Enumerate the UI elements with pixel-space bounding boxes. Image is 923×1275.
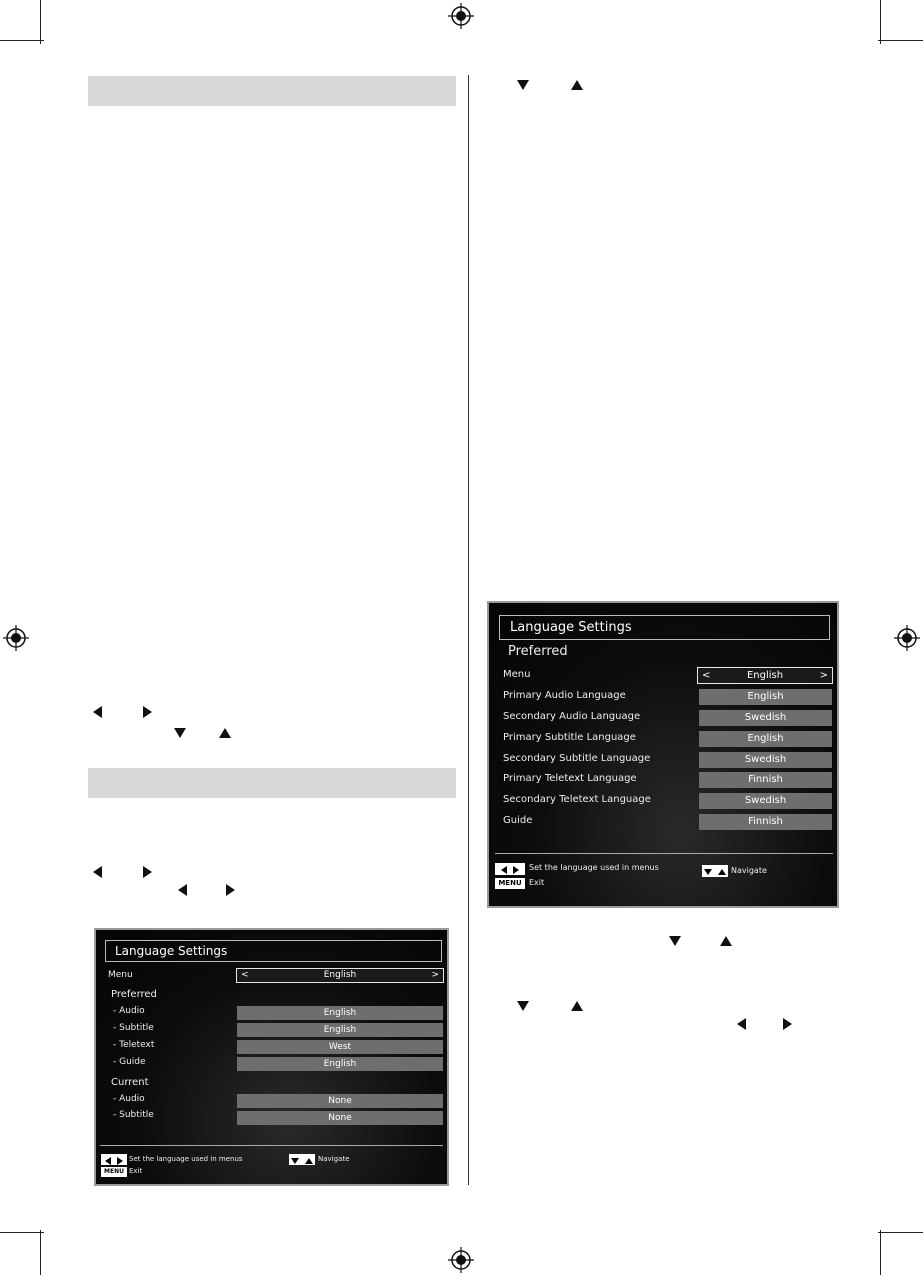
registration-mark-icon	[448, 1247, 474, 1273]
registration-mark-icon	[448, 3, 474, 29]
left-arrow-icon	[178, 884, 187, 896]
screen-title: Language Settings	[499, 615, 830, 640]
up-arrow-icon	[571, 1001, 583, 1011]
screen-title: Language Settings	[105, 940, 442, 962]
tv-screen-language-settings-detailed	[487, 601, 839, 908]
row-value[interactable]: Swedish	[699, 752, 832, 768]
row-label: Primary Subtitle Language	[503, 732, 636, 743]
chevron-right-icon[interactable]: >	[431, 970, 439, 980]
crop-mark	[878, 40, 923, 41]
up-arrow-icon	[219, 728, 231, 738]
row-value[interactable]: None	[237, 1094, 443, 1108]
footer-hint: Set the language used in menus	[129, 1155, 243, 1163]
row-value[interactable]: English	[699, 689, 832, 705]
row-label: - Subtitle	[113, 1110, 154, 1120]
row-value[interactable]: Swedish	[699, 710, 832, 726]
chevron-left-icon[interactable]: <	[702, 670, 711, 681]
left-right-key-icon	[495, 863, 525, 875]
crop-mark	[40, 0, 41, 44]
row-label: Secondary Subtitle Language	[503, 753, 651, 764]
footer-hint: Set the language used in menus	[529, 863, 659, 872]
left-arrow-icon	[737, 1018, 746, 1030]
row-label: - Subtitle	[113, 1023, 154, 1033]
footer-exit: Exit	[129, 1167, 143, 1175]
row-label: Secondary Audio Language	[503, 711, 641, 722]
row-value[interactable]: English	[699, 731, 832, 747]
footer-navigate: Navigate	[318, 1155, 350, 1163]
menu-key-icon: MENU	[495, 878, 525, 889]
row-label: - Audio	[113, 1094, 145, 1104]
registration-mark-icon	[894, 625, 920, 651]
row-label: - Teletext	[113, 1040, 155, 1050]
footer-divider	[100, 1145, 443, 1146]
chevron-right-icon[interactable]: >	[819, 670, 828, 681]
row-label: Menu	[503, 669, 531, 680]
group-label: Preferred	[111, 989, 157, 1000]
row-label: Primary Teletext Language	[503, 773, 637, 784]
right-arrow-icon	[143, 706, 152, 718]
down-arrow-icon	[517, 80, 529, 90]
section-header-bar	[88, 76, 456, 106]
left-arrow-icon	[93, 866, 102, 878]
crop-mark	[40, 1230, 41, 1275]
row-value[interactable]: English	[237, 1006, 443, 1020]
menu-key-icon: MENU	[101, 1167, 127, 1177]
row-value[interactable]: Finnish	[699, 772, 832, 788]
left-arrow-icon	[93, 706, 102, 718]
up-arrow-icon	[720, 936, 732, 946]
crop-mark	[0, 40, 44, 41]
row-value[interactable]: Swedish	[699, 793, 832, 809]
registration-mark-icon	[3, 625, 29, 651]
up-down-key-icon	[289, 1154, 315, 1165]
left-right-key-icon	[101, 1154, 127, 1165]
column-divider	[468, 75, 469, 1185]
crop-mark	[880, 0, 881, 44]
row-label: Guide	[503, 815, 533, 826]
menu-language-selector[interactable]: < English >	[697, 667, 833, 684]
right-arrow-icon	[143, 866, 152, 878]
footer-exit: Exit	[529, 878, 545, 887]
tv-screen-language-settings	[94, 928, 449, 1186]
row-value[interactable]: West	[237, 1040, 443, 1054]
section-header-bar	[88, 768, 456, 798]
footer-navigate: Navigate	[731, 866, 767, 875]
row-label: - Guide	[113, 1057, 146, 1067]
row-value[interactable]: English	[237, 1023, 443, 1037]
row-label: - Audio	[113, 1006, 145, 1016]
right-arrow-icon	[226, 884, 235, 896]
chevron-left-icon[interactable]: <	[241, 970, 249, 980]
down-arrow-icon	[517, 1001, 529, 1011]
row-value[interactable]: English	[237, 1057, 443, 1071]
row-value[interactable]: Finnish	[699, 814, 832, 830]
row-label: Secondary Teletext Language	[503, 794, 651, 805]
crop-mark	[880, 1230, 881, 1275]
row-value[interactable]: None	[237, 1111, 443, 1125]
crop-mark	[878, 1232, 923, 1233]
down-arrow-icon	[174, 728, 186, 738]
menu-language-selector[interactable]: < English >	[236, 968, 444, 983]
down-arrow-icon	[669, 936, 681, 946]
group-label: Current	[111, 1077, 149, 1088]
row-label: Primary Audio Language	[503, 690, 626, 701]
up-arrow-icon	[571, 80, 583, 90]
up-down-key-icon	[702, 865, 728, 877]
crop-mark	[0, 1232, 44, 1233]
screen-subtitle: Preferred	[508, 644, 568, 659]
right-arrow-icon	[783, 1018, 792, 1030]
row-label: Menu	[108, 970, 133, 980]
footer-divider	[495, 853, 833, 854]
